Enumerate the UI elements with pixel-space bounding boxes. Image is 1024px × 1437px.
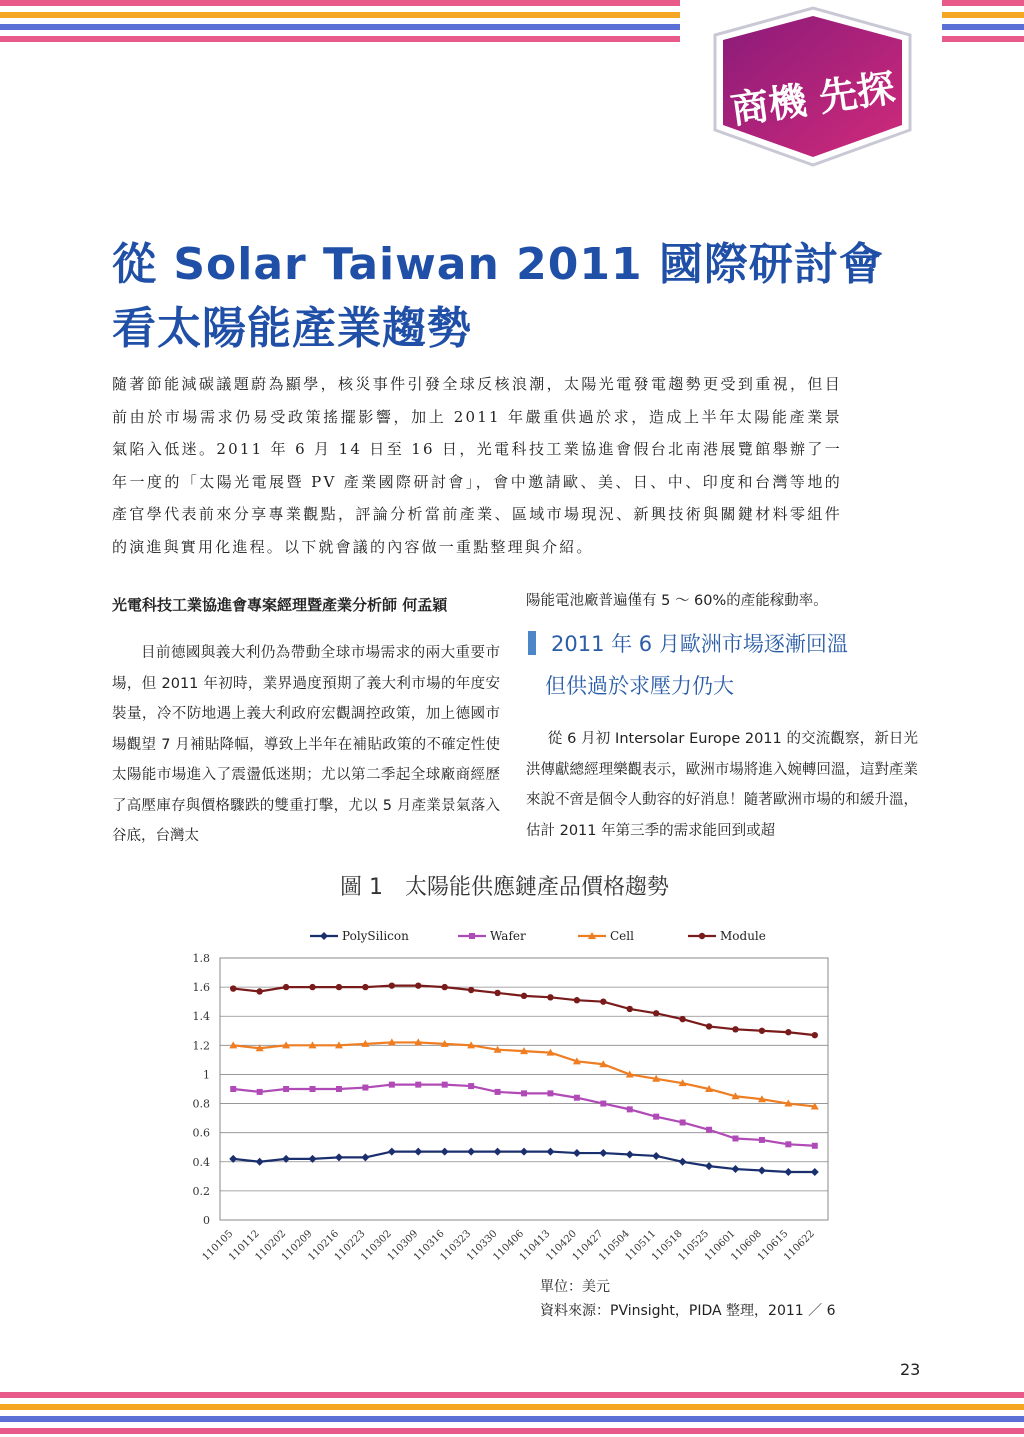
x-tick-label: 110504 <box>597 1228 632 1264</box>
data-point-polysilicon <box>546 1148 554 1156</box>
x-tick-label: 110420 <box>544 1228 579 1264</box>
y-tick-label: 0.6 <box>192 1126 210 1140</box>
data-point-wafer <box>230 1086 236 1092</box>
data-point-polysilicon <box>494 1148 502 1156</box>
data-point-wafer <box>680 1119 686 1125</box>
x-tick-label: 110202 <box>253 1228 289 1264</box>
y-tick-label: 1 <box>203 1068 210 1082</box>
data-point-polysilicon <box>335 1153 343 1161</box>
data-point-polysilicon <box>256 1158 264 1166</box>
subheading-accent-bar <box>528 631 536 655</box>
data-point-polysilicon <box>361 1153 369 1161</box>
x-tick-label: 110406 <box>491 1228 527 1264</box>
data-point-wafer <box>415 1082 421 1088</box>
stripe <box>0 1428 1024 1434</box>
data-point-polysilicon <box>758 1167 766 1175</box>
x-tick-label: 110316 <box>412 1228 447 1264</box>
data-point-module <box>256 988 262 994</box>
subheading-line-1: 2011 年 6 月歐洲市場逐漸回溫 <box>551 632 848 656</box>
data-point-wafer <box>759 1137 765 1143</box>
x-tick-label: 110330 <box>464 1228 500 1264</box>
left-column <box>112 638 500 852</box>
data-point-module <box>389 982 395 988</box>
data-point-wafer <box>732 1135 738 1141</box>
data-point-wafer <box>812 1143 818 1149</box>
data-point-wafer <box>521 1090 527 1096</box>
x-tick-label: 110525 <box>676 1228 712 1264</box>
right-column-continuation: 陽能電池廠普遍僅有 5 ～ 60%的產能稼動率。 <box>526 593 828 609</box>
x-tick-label: 110601 <box>702 1228 738 1264</box>
data-point-wafer <box>653 1114 659 1120</box>
data-point-polysilicon <box>599 1149 607 1157</box>
legend-marker-module <box>699 933 705 939</box>
decorative-stripes-top-left <box>0 0 680 42</box>
data-point-wafer <box>600 1101 606 1107</box>
legend-marker-polysilicon <box>320 932 328 940</box>
y-tick-label: 0.2 <box>192 1184 210 1198</box>
stripe <box>0 36 680 42</box>
data-point-module <box>547 994 553 1000</box>
x-tick-label: 110223 <box>332 1228 368 1264</box>
right-column-paragraph: 從 6 月初 Intersolar Europe 2011 的交流觀察，新日光洪傳獻總經理樂觀表示，歐洲市場將進入婉轉回溫，這對產業來說不啻是個令人動容的好消息！隨著歐洲市場的和緩升溫，估計 2011 年第三季的需求能回到或超 <box>526 731 918 839</box>
y-tick-label: 0.8 <box>192 1097 210 1111</box>
data-point-wafer <box>257 1089 263 1095</box>
left-column-paragraph: 目前德國與義大利仍為帶動全球市場需求的兩大重要市場，但 2011 年初時，業界過度預期了義大利市場的年度安裝量，冷不防地遇上義大利政府宏觀調控政策，加上德國市場觀望 7 月補貼降幅，導致上半年在補貼政策的不確定性使太陽能市場進入了震盪低迷期；尤以第二季起全球廠商經歷了高壓庫存與價格驟跌的雙重打擊，尤以 5 月產業景氣落入谷底，台灣太 <box>112 645 500 844</box>
x-tick-label: 110209 <box>279 1228 315 1264</box>
x-tick-label: 110216 <box>306 1228 342 1264</box>
legend-marker-wafer <box>469 933 475 939</box>
data-point-module <box>812 1032 818 1038</box>
data-point-polysilicon <box>414 1148 422 1156</box>
data-point-polysilicon <box>520 1148 528 1156</box>
data-point-module <box>283 984 289 990</box>
figure-caption: 圖 1 太陽能供應鏈產品價格趨勢 <box>340 875 669 900</box>
figure-unit: 單位：美元 <box>540 1279 610 1295</box>
data-point-polysilicon <box>573 1149 581 1157</box>
data-point-module <box>521 993 527 999</box>
x-tick-label: 110413 <box>517 1228 553 1264</box>
data-point-polysilicon <box>441 1148 449 1156</box>
data-point-module <box>627 1006 633 1012</box>
legend-label-polysilicon: PolySilicon <box>342 929 409 943</box>
data-point-wafer <box>336 1086 342 1092</box>
data-point-module <box>336 984 342 990</box>
x-tick-label: 110427 <box>570 1228 606 1264</box>
author-byline: 光電科技工業協進會專案經理暨產業分析師 何孟穎 <box>112 596 448 614</box>
x-tick-label: 110622 <box>782 1228 817 1264</box>
decorative-stripes-bottom <box>0 1392 1024 1434</box>
data-point-module <box>468 987 474 993</box>
x-tick-label: 110105 <box>200 1228 236 1264</box>
x-tick-label: 110323 <box>438 1228 474 1264</box>
data-point-polysilicon <box>388 1148 396 1156</box>
data-point-wafer <box>574 1095 580 1101</box>
page-number: 23 <box>900 1360 921 1379</box>
data-point-module <box>230 985 236 991</box>
data-point-wafer <box>442 1082 448 1088</box>
data-point-module <box>653 1010 659 1016</box>
legend-label-cell: Cell <box>610 929 634 943</box>
y-tick-label: 0 <box>203 1214 210 1227</box>
data-point-polysilicon <box>652 1152 660 1160</box>
section-badge <box>695 0 930 170</box>
x-tick-label: 110112 <box>226 1228 262 1264</box>
data-point-module <box>494 990 500 996</box>
data-point-wafer <box>310 1086 316 1092</box>
article-title-line-1: 從 Solar Taiwan 2011 國際研討會 <box>112 239 884 290</box>
price-trend-chart <box>180 922 840 1282</box>
data-point-wafer <box>785 1141 791 1147</box>
data-point-wafer <box>627 1106 633 1112</box>
data-point-module <box>309 984 315 990</box>
x-tick-label: 110511 <box>623 1228 659 1264</box>
y-tick-label: 1.2 <box>192 1039 210 1053</box>
y-tick-label: 0.4 <box>192 1155 210 1169</box>
x-tick-label: 110302 <box>359 1228 394 1264</box>
badge-text: 商機 先探 <box>727 65 898 133</box>
x-tick-label: 110615 <box>755 1228 791 1264</box>
stripe <box>942 36 1024 42</box>
data-point-polysilicon <box>679 1158 687 1166</box>
x-tick-label: 110518 <box>649 1228 685 1264</box>
intro-paragraph: 隨著節能減碳議題蔚為顯學，核災事件引發全球反核浪潮，太陽光電發電趨勢更受到重視，但目前由於市場需求仍易受政策搖擺影響，加上 2011 年嚴重供過於求，造成上半年太陽能產業景氣陷入低迷。2011 年 6 月 14 日至 16 日，光電科技工業協進會假台北南港展覽館舉辦了一年一度的「太陽光電展暨 PV 產業國際研討會」，會中邀請歐、美、日、中、印度和台灣等地的產官學代表前來分享專業觀點，評論分析當前產業、區域市場現況、新興技術與關鍵材料零組件的演進與實用化進程。以下就會議的內容做一重點整理與介紹。 <box>112 375 842 556</box>
data-point-polysilicon <box>705 1162 713 1170</box>
data-point-module <box>600 998 606 1004</box>
data-point-module <box>574 997 580 1003</box>
data-point-module <box>441 984 447 990</box>
data-point-module <box>732 1026 738 1032</box>
data-point-module <box>362 984 368 990</box>
x-tick-label: 110608 <box>729 1228 765 1264</box>
data-point-polysilicon <box>731 1165 739 1173</box>
decorative-stripes-top-right <box>942 0 1024 42</box>
data-point-polysilicon <box>784 1168 792 1176</box>
x-tick-label: 110309 <box>385 1228 421 1264</box>
data-point-wafer <box>362 1085 368 1091</box>
figure-source: 資料來源：PVinsight，PIDA 整理，2011 ／ 6 <box>540 1303 836 1319</box>
right-column <box>526 724 918 846</box>
article-title-line-2: 看太陽能產業趨勢 <box>112 303 472 354</box>
y-tick-label: 1.6 <box>192 981 210 995</box>
data-point-module <box>679 1016 685 1022</box>
data-point-wafer <box>468 1083 474 1089</box>
data-point-module <box>706 1023 712 1029</box>
legend-label-module: Module <box>720 929 766 943</box>
data-point-polysilicon <box>811 1168 819 1176</box>
data-point-module <box>759 1028 765 1034</box>
y-tick-label: 1.4 <box>192 1010 210 1024</box>
legend-label-wafer: Wafer <box>490 929 526 943</box>
data-point-wafer <box>706 1127 712 1133</box>
data-point-module <box>785 1029 791 1035</box>
data-point-module <box>415 982 421 988</box>
data-point-wafer <box>495 1089 501 1095</box>
data-point-wafer <box>283 1086 289 1092</box>
y-tick-label: 1.8 <box>192 952 210 965</box>
data-point-polysilicon <box>626 1151 634 1159</box>
data-point-polysilicon <box>467 1148 475 1156</box>
subheading-line-2: 但供過於求壓力仍大 <box>545 674 734 698</box>
data-point-wafer <box>547 1090 553 1096</box>
data-point-wafer <box>389 1082 395 1088</box>
